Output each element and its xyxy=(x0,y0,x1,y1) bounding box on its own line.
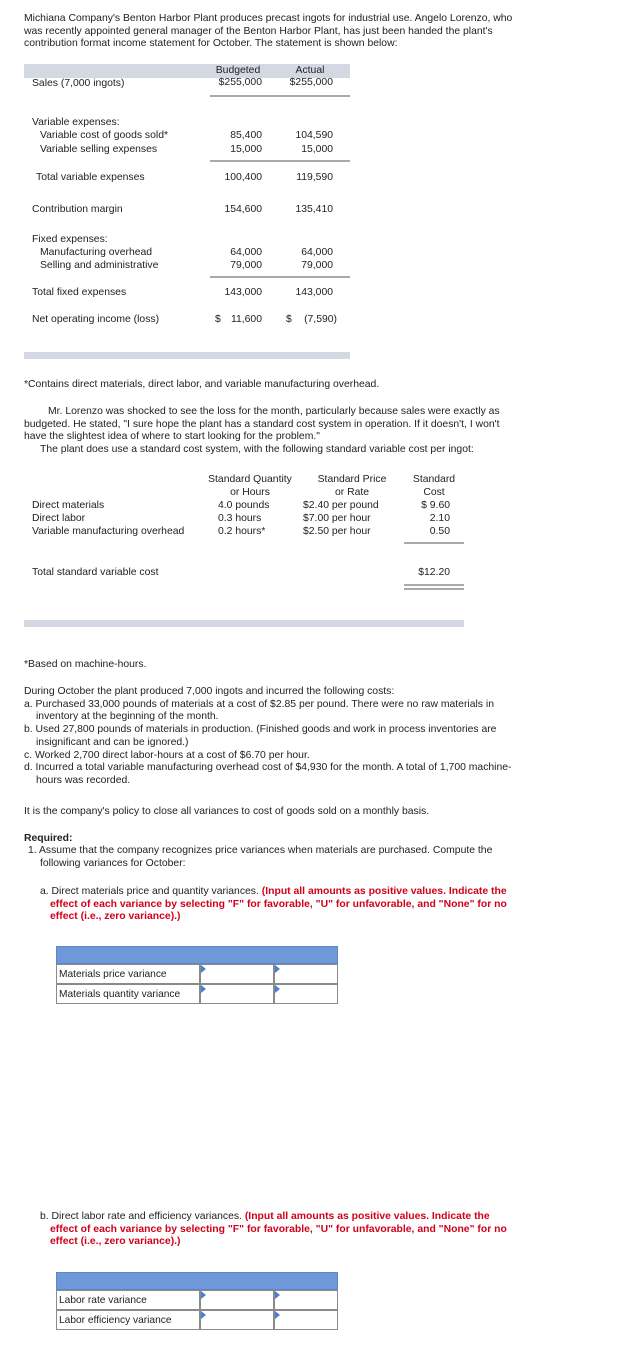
input-marker-icon xyxy=(275,1291,280,1299)
input-marker-icon xyxy=(201,1291,206,1299)
dl-cost: 2.10 xyxy=(429,513,450,524)
mfg-overhead-label: Manufacturing overhead xyxy=(40,247,153,258)
answer-table-header xyxy=(56,1272,338,1290)
lorenzo-paragraph xyxy=(24,406,568,457)
fixed-expenses-label: Fixed expenses: xyxy=(32,234,108,245)
sa-actual: 79,000 xyxy=(301,260,333,271)
input-marker-icon xyxy=(275,965,280,973)
instruction-line xyxy=(40,1211,568,1224)
cm-budgeted: 154,600 xyxy=(224,204,262,215)
question-line: following variances for October: xyxy=(40,857,186,869)
footnote-cogs: *Contains direct materials, direct labor, and variable manufacturing overhead. xyxy=(24,379,380,390)
std-qty-header xyxy=(196,474,304,499)
materials-quantity-variance-input[interactable] xyxy=(200,984,274,1004)
dl-qty: 0.3 hours xyxy=(218,513,262,524)
variable-expenses-label: Variable expenses: xyxy=(32,117,120,128)
std-footer-bar xyxy=(24,620,464,627)
dl-label: Direct labor xyxy=(32,513,86,524)
materials-price-variance-input[interactable] xyxy=(200,964,274,984)
instruction-line: effect of each variance by selecting "F" for favorable, "U" for unfavorable, and "None" for no xyxy=(50,1223,507,1235)
required-question-1 xyxy=(24,845,568,870)
double-underline xyxy=(404,584,464,586)
paragraph-line: The plant does use a standard cost system, with the following standard variable cost per ingot: xyxy=(40,444,474,456)
cm-actual: 135,410 xyxy=(295,204,333,215)
sa-label: Selling and administrative xyxy=(40,260,159,271)
noi-budgeted-currency: $ xyxy=(215,314,221,325)
total-std-cost: $12.20 xyxy=(418,567,450,578)
dl-price: $7.00 per hour xyxy=(303,513,371,524)
total-std-cost-label: Total standard variable cost xyxy=(32,567,159,578)
vsell-label: Variable selling expenses xyxy=(40,144,158,155)
october-lead: During October the plant produced 7,000 ingots and incurred the following costs: xyxy=(24,686,395,697)
std-price-header-line: or Rate xyxy=(334,486,370,498)
part-a-instruction: (Input all amounts as positive values. Indicate the xyxy=(261,886,507,897)
input-marker-icon xyxy=(275,1311,280,1319)
vmo-cost: 0.50 xyxy=(429,526,450,537)
footnote-machine-hours: *Based on machine-hours. xyxy=(24,659,147,670)
part-a-lead: a. Direct materials price and quantity variances. xyxy=(40,886,259,897)
contribution-margin-label: Contribution margin xyxy=(32,204,123,215)
part-b-lead: b. Direct labor rate and efficiency variances. xyxy=(40,1211,242,1222)
instruction-line: effect (i.e., zero variance).) xyxy=(50,911,181,923)
sa-budgeted: 79,000 xyxy=(230,260,262,271)
instruction-line: effect (i.e., zero variance).) xyxy=(50,1236,181,1248)
std-cost-header xyxy=(404,474,464,499)
vcogs-label: Variable cost of goods sold* xyxy=(40,130,169,141)
materials-price-effect-select[interactable] xyxy=(274,964,338,984)
divider xyxy=(210,95,350,97)
vsell-budgeted: 15,000 xyxy=(230,144,262,155)
october-item-d: d. Incurred a total variable manufacturing overhead cost of $4,930 for the month. A total of 1,700 machine- xyxy=(24,762,512,774)
answer-table-header xyxy=(56,946,338,964)
mfg-actual: 64,000 xyxy=(301,247,333,258)
input-marker-icon xyxy=(201,985,206,993)
part-b-instruction: (Input all amounts as positive values. Indicate the xyxy=(244,1211,490,1222)
noi-actual-currency: $ xyxy=(286,314,292,325)
actual-header: Actual xyxy=(295,65,325,76)
labor-efficiency-variance-label: Labor efficiency variance xyxy=(56,1310,200,1330)
tfe-actual: 143,000 xyxy=(295,287,333,298)
noi-actual: (7,590) xyxy=(304,314,337,325)
part-a-instructions xyxy=(40,886,568,924)
double-underline xyxy=(404,588,464,590)
dm-cost: $ 9.60 xyxy=(421,500,450,511)
tve-actual: 119,590 xyxy=(296,172,333,183)
question-line: 1. Assume that the company recognizes price variances when materials are purchased. Compute the xyxy=(28,845,493,856)
input-marker-icon xyxy=(201,965,206,973)
october-item-a: a. Purchased 33,000 pounds of materials at a cost of $2.85 per pound. There were no raw materials in xyxy=(24,698,494,710)
october-item-c: c. Worked 2,700 direct labor-hours at a cost of $6.70 per hour. xyxy=(24,749,310,761)
part-b-instructions xyxy=(40,1211,568,1249)
october-data xyxy=(24,686,568,788)
required-title: Required: xyxy=(24,833,73,844)
materials-quantity-variance-label: Materials quantity variance xyxy=(56,984,200,1004)
vmo-label: Variable manufacturing overhead xyxy=(32,526,185,537)
total-fixed-expenses-label: Total fixed expenses xyxy=(32,287,127,298)
sales-budgeted: $255,000 xyxy=(218,77,262,88)
intro-line: contribution format income statement for October. The statement is shown below: xyxy=(24,38,398,50)
sales-actual: $255,000 xyxy=(289,77,333,88)
std-price-header xyxy=(304,474,400,499)
net-operating-income-label: Net operating income (loss) xyxy=(32,314,160,325)
intro-paragraph xyxy=(24,13,568,51)
std-price-header-line: Standard Price xyxy=(317,474,387,485)
dm-price: $2.40 per pound xyxy=(303,500,379,511)
intro-line: was recently appointed general manager of the Benton Harbor Plant, has just been handed the plant's xyxy=(24,25,493,37)
std-cost-header-line: Cost xyxy=(423,486,445,498)
tve-budgeted: 100,400 xyxy=(224,172,262,183)
materials-price-variance-label: Materials price variance xyxy=(56,964,200,984)
sales-label: Sales (7,000 ingots) xyxy=(32,78,125,89)
total-variable-expenses-label: Total variable expenses xyxy=(36,172,145,183)
tfe-budgeted: 143,000 xyxy=(224,287,262,298)
instruction-line xyxy=(40,886,568,899)
policy-text: It is the company's policy to close all variances to cost of goods sold on a monthly basis. xyxy=(24,806,430,817)
dm-label: Direct materials xyxy=(32,500,105,511)
paragraph-line: have the slightest idea of where to start looking for the problem." xyxy=(24,431,320,443)
labor-efficiency-variance-input[interactable] xyxy=(200,1310,274,1330)
input-marker-icon xyxy=(275,985,280,993)
labor-rate-variance-input[interactable] xyxy=(200,1290,274,1310)
vsell-actual: 15,000 xyxy=(301,144,333,155)
october-item-d-cont: hours was recorded. xyxy=(36,774,131,786)
dm-qty: 4.0 pounds xyxy=(218,500,270,511)
october-item-a-cont: inventory at the beginning of the month. xyxy=(36,711,219,723)
budgeted-header: Budgeted xyxy=(215,65,261,76)
paragraph-line: Mr. Lorenzo was shocked to see the loss for the month, particularly because sales were exactly as xyxy=(48,406,500,417)
mfg-budgeted: 64,000 xyxy=(230,247,262,258)
vmo-qty: 0.2 hours* xyxy=(218,526,266,537)
noi-budgeted: 11,600 xyxy=(230,314,262,325)
std-cost-header-line: Standard xyxy=(412,474,456,485)
labor-efficiency-effect-select[interactable] xyxy=(274,1310,338,1330)
october-item-b-cont: insignificant and can be ignored.) xyxy=(36,736,189,748)
paragraph-line: budgeted. He stated, "I sure hope the plant has a standard cost system in operation. If it doesn't, I won't xyxy=(24,418,500,430)
instruction-line: effect of each variance by selecting "F" for favorable, "U" for unfavorable, and "None" for no xyxy=(50,898,507,910)
input-marker-icon xyxy=(201,1311,206,1319)
vmo-price: $2.50 per hour xyxy=(303,526,371,537)
divider xyxy=(404,542,464,544)
vcogs-actual: 104,590 xyxy=(295,130,333,141)
labor-rate-variance-label: Labor rate variance xyxy=(56,1290,200,1310)
labor-rate-effect-select[interactable] xyxy=(274,1290,338,1310)
vcogs-budgeted: 85,400 xyxy=(230,130,262,141)
income-footer-bar xyxy=(24,352,350,359)
std-qty-header-line: or Hours xyxy=(230,486,270,498)
divider xyxy=(210,160,350,162)
std-qty-header-line: Standard Quantity xyxy=(208,474,292,485)
october-item-b: b. Used 27,800 pounds of materials in production. (Finished goods and work in process inventories are xyxy=(24,724,497,736)
divider xyxy=(210,276,350,278)
materials-quantity-effect-select[interactable] xyxy=(274,984,338,1004)
intro-line: Michiana Company's Benton Harbor Plant produces precast ingots for industrial use. Angelo Lorenzo, who xyxy=(24,13,513,24)
